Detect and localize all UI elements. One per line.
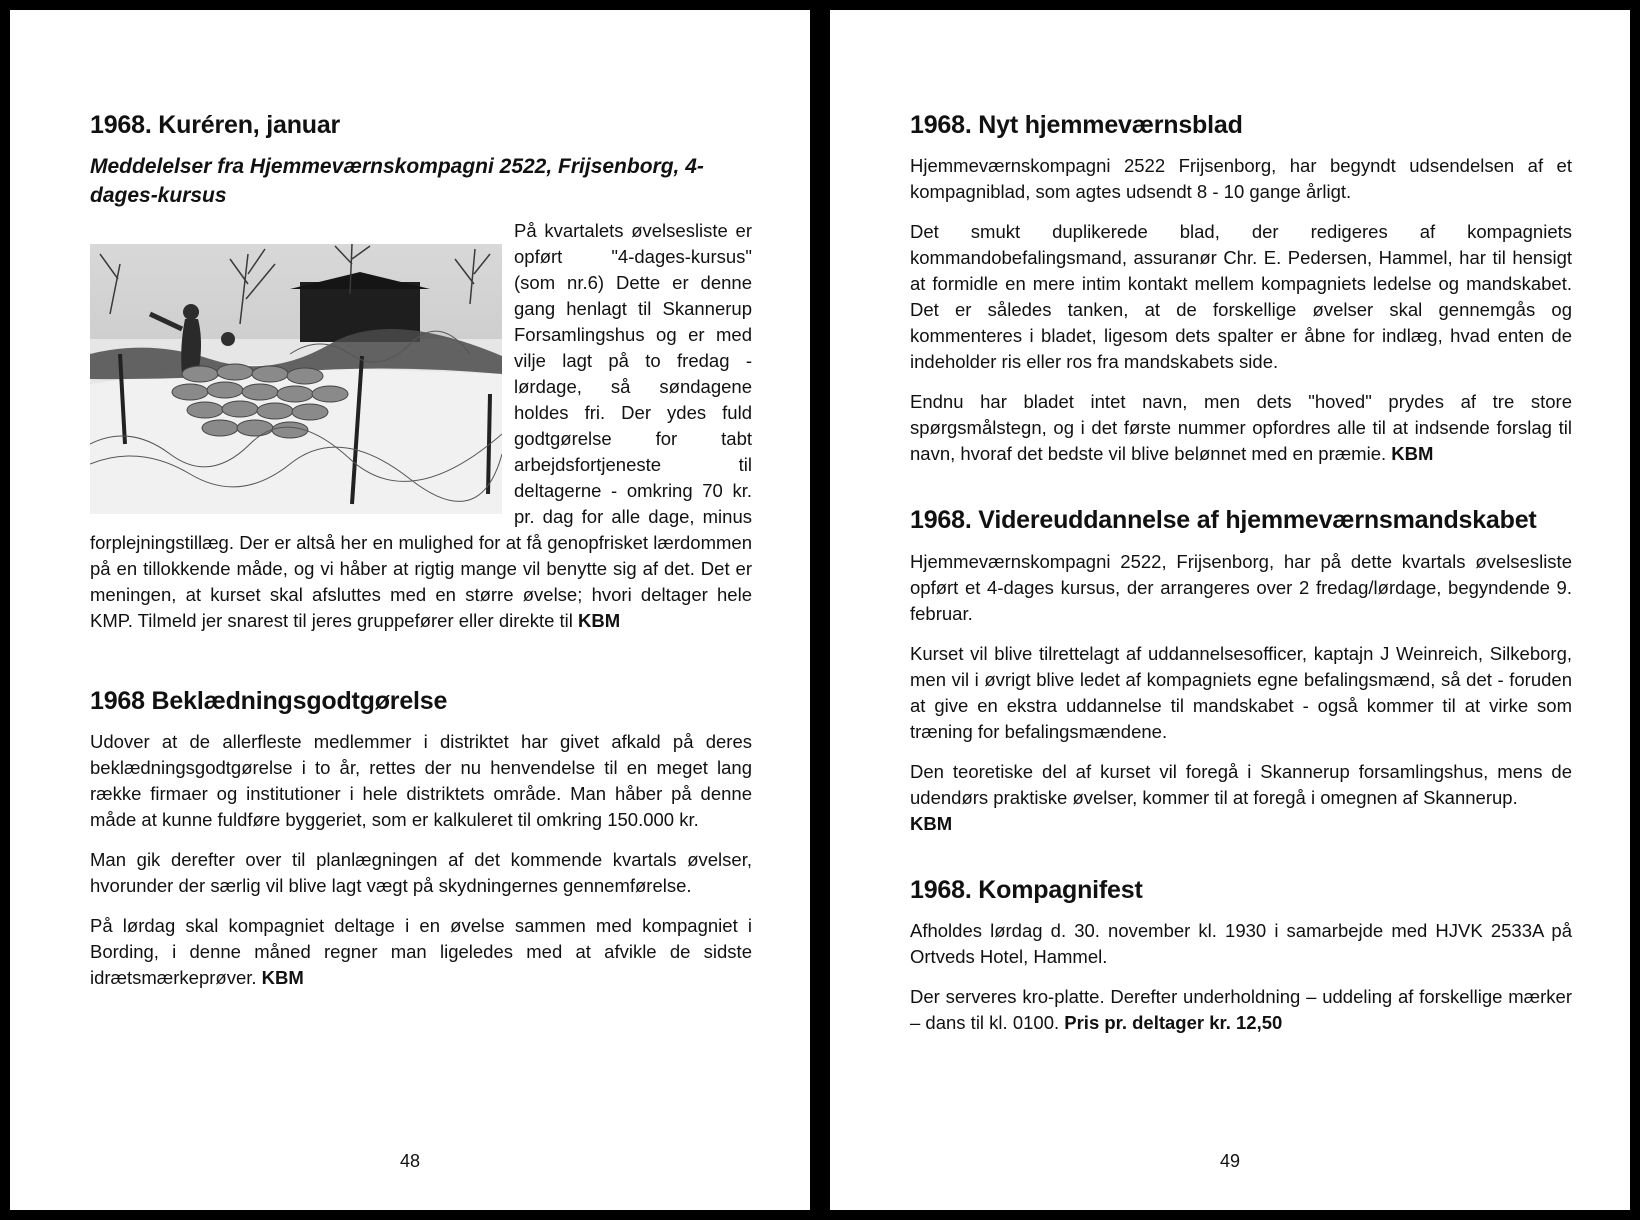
article-paragraph: Udover at de allerfleste medlemmer i distriktet har givet afkald på deres beklædningsgodtgørelse i to år, rettes der nu henvendelse til en meget lang række firmaer og institutioner i hele distriktets område. Man håber på denne måde at kunne fuldføre byggeriet, som er kalkuleret til omkring 150.000 kr.	[90, 731, 752, 831]
article-beklaedningsgodtgorelse	[90, 686, 752, 991]
author-signature: KBM	[910, 812, 953, 834]
article-heading: 1968. Nyt hjemmeværnsblad	[910, 111, 1243, 139]
article-paragraph	[910, 389, 1572, 467]
paragraph-text: Endnu har bladet intet navn, men dets "hoved" prydes af tre store spørgsmålstegn, og i det første nummer opfordres alle til at indsende forslag til navn, hvoraf det bedste vil blive belønnet med en præmie.	[910, 391, 1572, 465]
paragraph-text: Den teoretiske del af kurset vil foregå i Skannerup forsamlingshus, mens de udendørs praktiske øvelser, kommer til at foregå i omegnen af Skannerup.	[910, 760, 1572, 808]
article-paragraph: Afholdes lørdag d. 30. november kl. 1930 i samarbejde med HJVK 2533A på Ortveds Hotel, Hammel.	[910, 919, 1572, 967]
author-signature: KBM	[578, 609, 621, 631]
article-kompagnifest	[910, 875, 1572, 1036]
article-paragraph: Hjemmeværnskompagni 2522, Frijsenborg, har på dette kvartals øvelsesliste opført et 4-dages kursus, der arrangeres over 2 fredag/lørdage, begyndende 9. februar.	[910, 550, 1572, 624]
article-paragraph	[90, 913, 752, 991]
right-page-content	[910, 110, 1572, 1074]
paragraph-text: Der serveres kro-platte. Derefter underholdning – uddeling af forskellige mærker – dans til kl. 0100.	[910, 985, 1572, 1033]
article-heading: 1968. Kuréren, januar	[90, 111, 341, 139]
article-heading: 1968 Beklædningsgodtgørelse	[90, 686, 448, 715]
paragraph-text: På kvartalets øvelsesliste er opført "4-dages-kursus" (som nr.6) Dette er denne gang henlagt til Skannerup Forsamlingshus og er med vilje lagt på to fredag - lørdage, så søndagene holdes fri. Der ydes fuld godtgørelse for tabt arbejdsfortjeneste til deltagerne - omkring 70 kr. pr. dag for alle dage, minus forplejningstillæg. Der er altså her en mulighed for at få genopfrisket lærdommen på en tillokkende måde, og vi håber at rigtig mange vil benytte sig af det. Det er meningen, at kurset skal afsluttes med en større øvelse; hvori deltager hele KMP. Tilmeld jer snarest til jeres gruppefører eller direkte til	[90, 219, 752, 631]
article-paragraph: Hjemmeværnskompagni 2522 Frijsenborg, har begyndt udsendelsen af et kompagniblad, som agtes udsendt 8 - 10 gange årligt.	[910, 155, 1572, 203]
article-subheading: Meddelelser fra Hjemmeværnskompagni 2522, Frijsenborg, 4-dages-kursus	[90, 155, 704, 207]
left-page	[10, 10, 810, 1210]
left-page-content	[90, 110, 752, 1029]
winter-trench-photo	[90, 244, 502, 514]
article-videreuddannelse	[910, 505, 1572, 836]
paragraph-text: På lørdag skal kompagniet deltage i en øvelse sammen med kompagniet i Bording, i denne måned regner man ligeledes med at afvikle de sidste idrætsmærkeprøver.	[90, 915, 752, 989]
article-heading: 1968. Videreuddannelse af hjemmeværnsmandskabet	[910, 506, 1537, 535]
article-heading: 1968. Kompagnifest	[910, 875, 1143, 904]
article-paragraph: Det smukt duplikerede blad, der redigeres af kompagniets kommandobefalingsmand, assuranør Chr. E. Pedersen, Hammel, har til hensigt at formidle en mere intim kontakt mellem kompagniets ledelse og mandskabet. Det er således tanken, at de forskellige øvelser skal gennemgås og kommenteres i bladet, ligesom dets spalter er åbne for indlæg, hvad enten de indeholder ris eller ros fra mandskabets side.	[910, 221, 1572, 373]
article-paragraph: Man gik derefter over til planlægningen af det kommende kvartals øvelser, hvorunder der særlig vil blive lagt vægt på skydningernes gennemførelse.	[90, 849, 752, 897]
price-text: Pris pr. deltager kr. 12,50	[1064, 1011, 1283, 1033]
page-number: 48	[399, 1151, 421, 1171]
article-kureren	[90, 110, 752, 648]
author-signature: KBM	[1391, 443, 1434, 465]
article-paragraph	[90, 218, 752, 634]
article-paragraph	[910, 984, 1572, 1036]
page-number: 49	[1219, 1151, 1241, 1171]
right-page	[830, 10, 1630, 1210]
article-paragraph: Kurset vil blive tilrettelagt af uddannelsesofficer, kaptajn J Weinreich, Silkeborg, men vil i øvrigt blive ledet af kompagniets egne befalingsmænd, så det - foruden at give en ekstra uddannelse til mandskabet - også kommer til at virke som træning for befalingsmændene.	[910, 642, 1572, 742]
article-nyt-hjemmevaernsblad	[910, 110, 1572, 467]
article-paragraph	[910, 759, 1572, 837]
author-signature: KBM	[261, 967, 304, 989]
